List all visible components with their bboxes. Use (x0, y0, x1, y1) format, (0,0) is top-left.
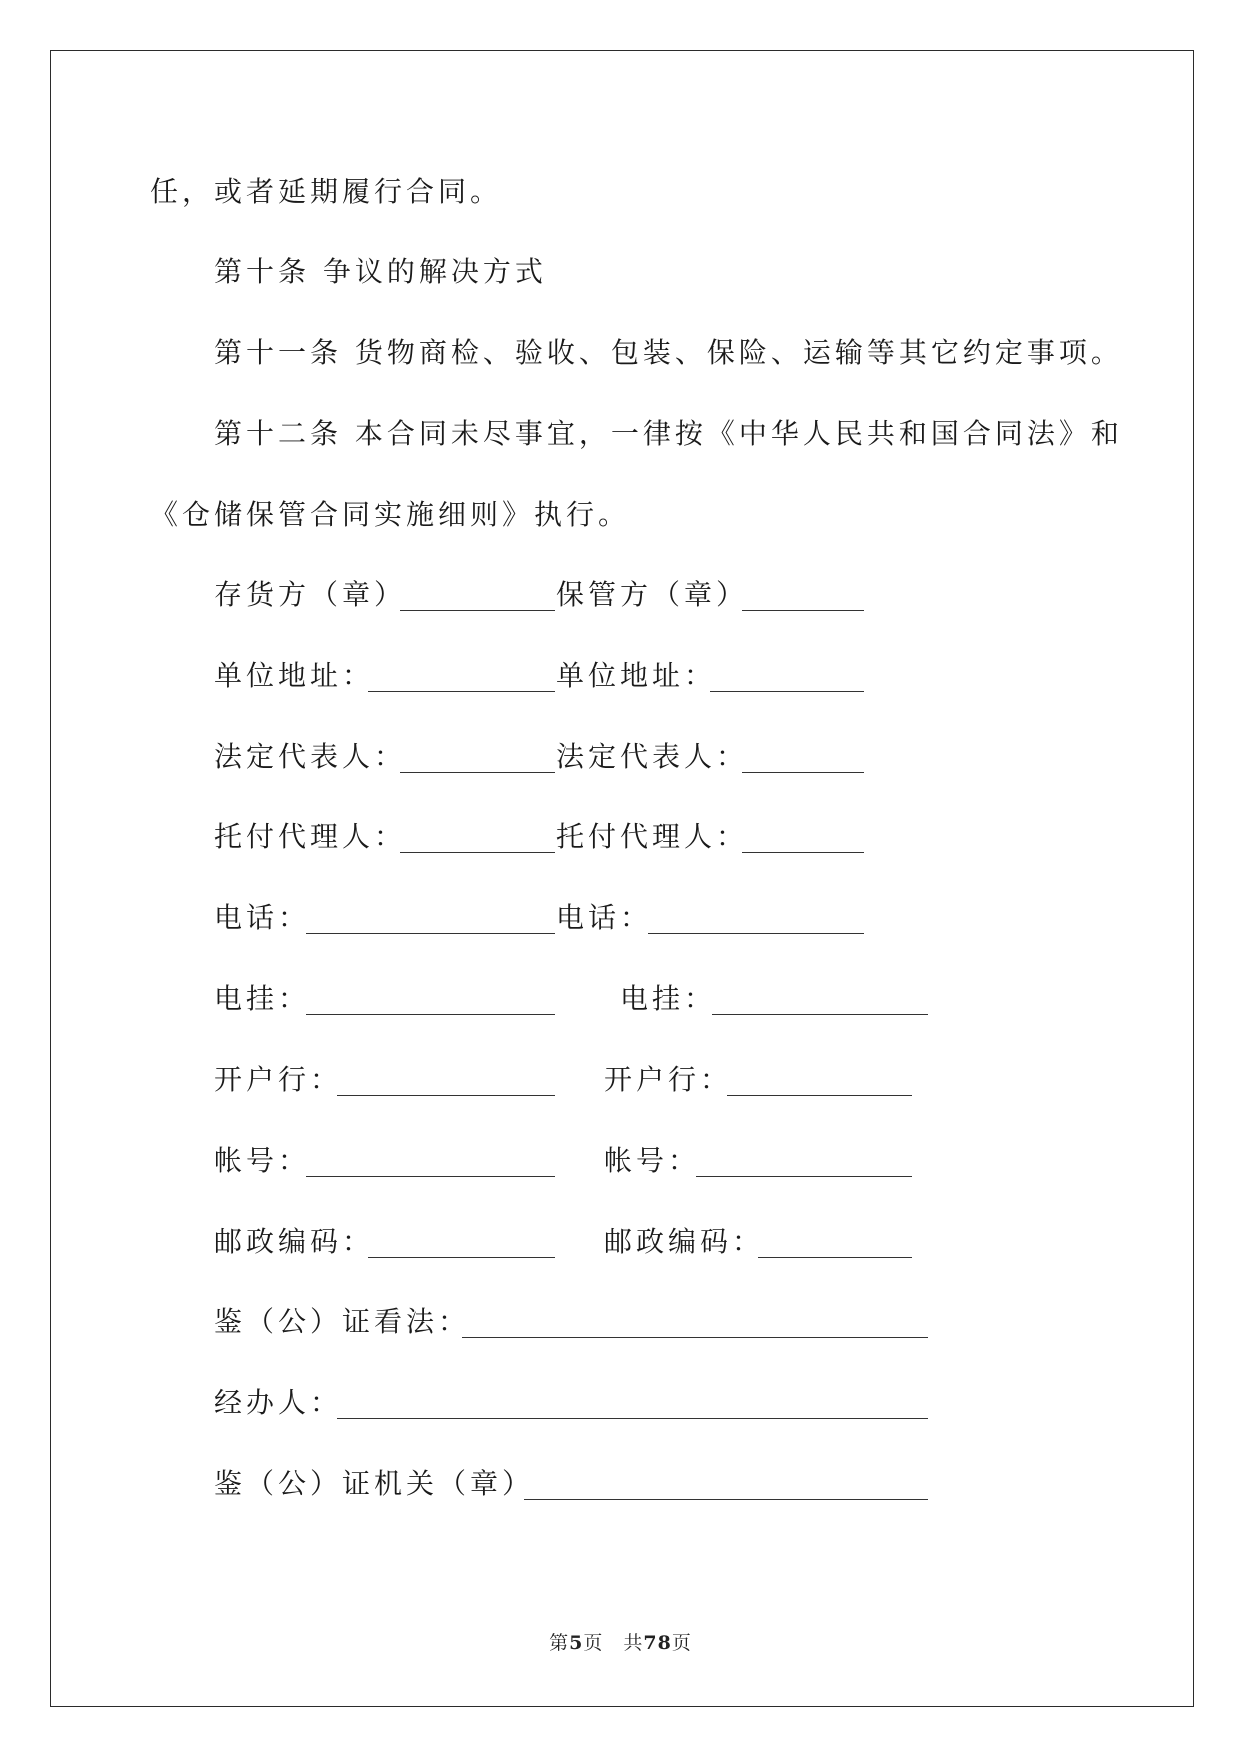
phone-left-label: 电话： (214, 901, 311, 934)
phone-right-blank[interactable] (648, 933, 864, 934)
agent-left-label: 托付代理人： (214, 820, 407, 853)
phone-right-label: 电话： (556, 901, 653, 934)
agent-right-label: 托付代理人： (556, 820, 749, 853)
footer-page-mid: 页 共 (583, 1632, 644, 1654)
article-12: 第十二条 本合同未尽事宜，一律按《中华人民共和国合同法》和 (214, 417, 1123, 450)
address-left-label: 单位地址： (214, 659, 375, 692)
postcode-left-blank[interactable] (368, 1257, 555, 1258)
address-right-blank[interactable] (710, 691, 864, 692)
telegraph-right-label: 电挂： (620, 982, 717, 1015)
footer-page-total: 78 (643, 1632, 672, 1654)
telegraph-left-blank[interactable] (306, 1014, 555, 1015)
bank-right-blank[interactable] (727, 1095, 912, 1096)
footer-page-suffix: 页 (671, 1632, 692, 1654)
account-left-label: 帐号： (214, 1144, 311, 1177)
notary-opinion-blank[interactable] (462, 1337, 928, 1338)
agent-left-blank[interactable] (400, 852, 555, 853)
address-right-label: 单位地址： (556, 659, 717, 692)
legal-rep-left-blank[interactable] (400, 772, 555, 773)
legal-rep-right-blank[interactable] (742, 772, 864, 773)
agent-right-blank[interactable] (742, 852, 864, 853)
legal-rep-right-label: 法定代表人： (556, 740, 749, 773)
depositor-seal-label: 存货方（章） (214, 578, 407, 611)
notary-opinion-label: 鉴（公）证看法： (214, 1305, 471, 1338)
phone-left-blank[interactable] (306, 933, 555, 934)
notary-office-blank[interactable] (524, 1499, 928, 1500)
postcode-right-blank[interactable] (758, 1257, 912, 1258)
postcode-left-label: 邮政编码： (214, 1225, 375, 1258)
account-right-blank[interactable] (696, 1176, 912, 1177)
bank-left-label: 开户行： (214, 1063, 343, 1096)
notary-office-label: 鉴（公）证机关（章） (214, 1467, 535, 1500)
page-footer (0, 1628, 1241, 1655)
account-right-label: 帐号： (604, 1144, 701, 1177)
handler-label: 经办人： (214, 1386, 343, 1419)
legal-rep-left-label: 法定代表人： (214, 740, 407, 773)
depositor-seal-blank[interactable] (400, 610, 555, 611)
handler-blank[interactable] (337, 1418, 928, 1419)
telegraph-left-label: 电挂： (214, 982, 311, 1015)
keeper-seal-label: 保管方（章） (556, 578, 749, 611)
paragraph-continuation: 任，或者延期履行合同。 (150, 175, 503, 208)
telegraph-right-blank[interactable] (712, 1014, 928, 1015)
postcode-right-label: 邮政编码： (604, 1225, 765, 1258)
keeper-seal-blank[interactable] (742, 610, 864, 611)
footer-page-number: 5 (569, 1632, 584, 1654)
article-12-continuation: 《仓储保管合同实施细则》执行。 (150, 498, 631, 531)
account-left-blank[interactable] (306, 1176, 555, 1177)
page-border (50, 50, 1194, 1707)
footer-page-prefix: 第 (549, 1632, 570, 1654)
address-left-blank[interactable] (368, 691, 555, 692)
bank-left-blank[interactable] (337, 1095, 555, 1096)
bank-right-label: 开户行： (604, 1063, 733, 1096)
article-11: 第十一条 货物商检、验收、包装、保险、运输等其它约定事项。 (214, 336, 1123, 369)
article-10: 第十条 争议的解决方式 (214, 255, 547, 288)
